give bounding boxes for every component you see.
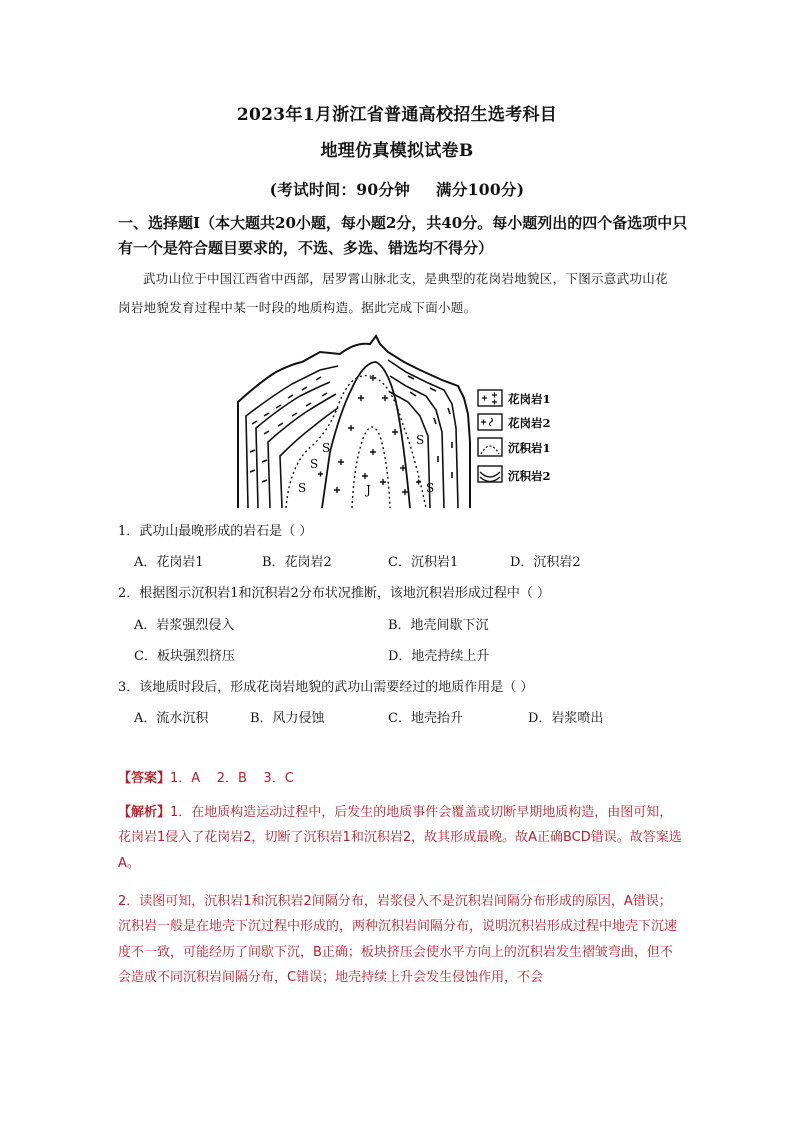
granite-2-boundary: [286, 376, 426, 508]
analysis-tag: 【解析】: [118, 805, 171, 820]
q1-option-a: A．花岗岩1: [134, 555, 204, 570]
q2-option-a: A．岩浆强烈侵入: [134, 618, 235, 633]
q3-option-d: D．岩浆喷出: [528, 711, 604, 726]
analysis-text-1: 1．在地质构造运动过程中，后发生的地质事件会覆盖或切断早期地质构造，由图可知，花岗岩1侵入了花岗岩2，切断了沉积岩1和沉积岩2，故其形成最晚。故A正确BCD错误。故答案选A。: [118, 805, 682, 871]
legend-sedimentary-1: 沉积岩1: [508, 441, 551, 455]
section-heading: 一、选择题Ⅰ（本大题共20小题，每小题2分，共40分。每小题列出的四个备选项中只有一个是符合题目要求的，不选、多选、错选均不得分）: [118, 214, 688, 257]
fig-letter-s: S: [298, 481, 307, 495]
analysis-para-1: [118, 800, 684, 876]
fig-letter-s: S: [322, 441, 331, 455]
q2-option-b: B．地壳间歇下沉: [388, 618, 489, 633]
q3-option-a: A．流水沉积: [134, 711, 209, 726]
fig-letter-s: S: [426, 481, 435, 495]
answer-tag: 【答案】: [118, 771, 171, 786]
analysis-para-2: 2．读图可知，沉积岩1和沉积岩2间隔分布，岩浆侵入不是沉积岩间隔分布形成的原因，A错误；沉积岩一般是在地壳下沉过程中形成的，两种沉积岩间隔分布，说明沉积岩形成过程中地壳下沉速度不一致，可能经历了间歇下沉，B正确；板块挤压会使水平方向上的沉积岩发生褶皱弯曲，但不会造成不同沉积岩间隔分布，C错误；地壳持续上升会发生侵蚀作用，不会: [118, 894, 678, 985]
question-3-stem: 3．该地质时段后，形成花岗岩地貌的武功山需要经过的地质作用是（ ）: [118, 680, 534, 695]
legend: [478, 390, 551, 483]
q1-option-b: B．花岗岩2: [262, 555, 332, 570]
exam-time: (考试时间：90分钟: [269, 180, 411, 199]
answer-value: 1．A 2．B 3．C: [170, 771, 294, 786]
legend-granite-1: 花岗岩1: [508, 392, 551, 406]
question-1-stem: 1．武功山最晚形成的岩石是（ ）: [118, 524, 313, 539]
exam-title: 2023年1月浙江省普通高校招生选考科目: [236, 105, 558, 125]
fig-letter-s: S: [416, 433, 425, 447]
q2-option-d: D．地壳持续上升: [388, 649, 490, 664]
q1-option-c: C．沉积岩1: [388, 555, 459, 570]
answer-line: [118, 766, 684, 791]
q2-option-c: C．板块强烈挤压: [134, 649, 235, 664]
exam-subtitle: 地理仿真模拟试卷B: [320, 141, 474, 161]
legend-sedimentary-2: 沉积岩2: [508, 469, 551, 483]
fig-letter-j: J: [366, 483, 371, 497]
question-2-stem: 2．根据图示沉积岩1和沉积岩2分布状况推断，该地沉积岩形成过程中（ ）: [118, 586, 550, 601]
legend-granite-2: 花岗岩2: [508, 416, 551, 430]
full-score: 满分100分): [436, 180, 525, 199]
geology-figure: [230, 332, 570, 508]
q3-option-c: C．地壳抬升: [388, 711, 463, 726]
fig-letter-s: S: [310, 457, 319, 471]
q3-option-b: B．风力侵蚀: [250, 711, 325, 726]
q1-option-d: D．沉积岩2: [510, 555, 581, 570]
exam-info: [0, 178, 794, 200]
passage-intro: 武功山位于中国江西省中西部，居罗霄山脉北支，是典型的花岗岩地貌区，下图示意武功山花岗岩地貌发育过程中某一时段的地质构造。据此完成下面小题。: [118, 271, 668, 315]
